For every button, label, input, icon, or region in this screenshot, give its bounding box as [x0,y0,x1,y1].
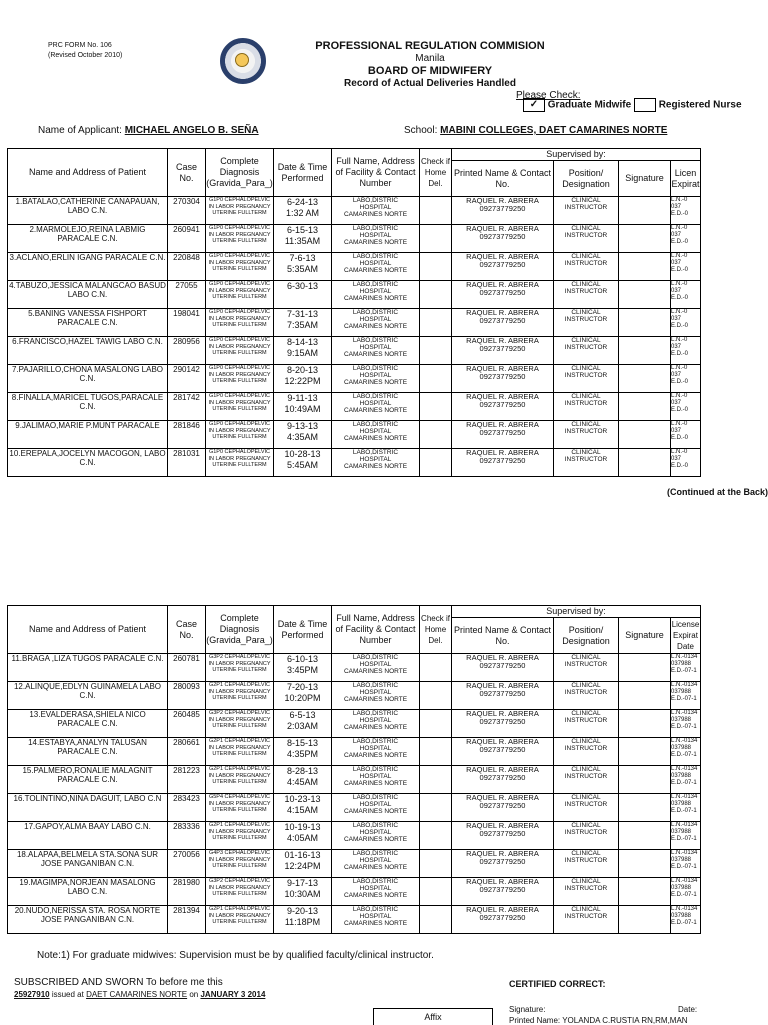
commission-title: PROFESSIONAL REGULATION COMMISION [315,40,545,52]
patient-name-address: 9.JALIMAO,MARIE P.MUNT PARACALE [8,421,168,449]
table-row [8,794,701,822]
case-number: 281980 [168,878,206,906]
patient-name-address: 10.EREPALA,JOCELYN MACOGON, LABO C.N. [8,449,168,477]
supervisor-name: RAQUEL R. ABRERA 09273779250 [452,449,554,477]
patient-name-address: 6.FRANCISCO,HAZEL TAWIG LABO C.N. [8,337,168,365]
license-info: L.N.-0 037 E.D.-0 [671,393,701,421]
signature-cell [619,421,671,449]
signature-cell [619,738,671,766]
license-info: L.N.-0134 037988 E.D.-07-1 [671,654,701,682]
date-time: 10-28-13 5:45AM [274,449,332,477]
table-row [8,822,701,850]
table-row [8,421,701,449]
license-info: L.N.-0 037 E.D.-0 [671,449,701,477]
case-number: 281031 [168,449,206,477]
patient-name-address: 5.BANING VANESSA FISHPORT PARACALE C.N. [8,309,168,337]
date-time: 6-10-13 3:45PM [274,654,332,682]
table-row [8,365,701,393]
facility: LABO,DISTRIC HOSPITAL CAMARINES NORTE [332,822,420,850]
home-delivery-check [420,253,452,281]
col-facility-header: Full Name, Address of Facility & Contact Number [332,606,420,654]
supervisor-position: CLINICAL INSTRUCTOR [554,225,619,253]
date-time: 9-20-13 11:18PM [274,906,332,934]
case-number: 280956 [168,337,206,365]
diagnosis: G2P1 CEPHALOPELVIC IN LABOR PREGNANCY UTERINE FULLTERM [206,766,274,794]
license-info: L.N.-0 037 E.D.-0 [671,309,701,337]
on-label: on [187,990,201,999]
signature-cell [619,766,671,794]
home-delivery-check [420,822,452,850]
license-info: L.N.-0134 037988 E.D.-07-1 [671,822,701,850]
facility: LABO,DISTRIC HOSPITAL CAMARINES NORTE [332,197,420,225]
facility: LABO,DISTRIC HOSPITAL CAMARINES NORTE [332,738,420,766]
please-check-label: Please Check: [516,90,581,101]
date-time: 9-17-13 10:30AM [274,878,332,906]
license-info: L.N.-0134 037988 E.D.-07-1 [671,906,701,934]
license-info: L.N.-0134 037988 E.D.-07-1 [671,766,701,794]
applicant-type-checks [523,98,742,112]
license-info: L.N.-0134 037988 E.D.-07-1 [671,794,701,822]
case-number: 198041 [168,309,206,337]
license-info: L.N.-0134 037988 E.D.-07-1 [671,738,701,766]
table-row [8,654,701,682]
col-printed-header: Printed Name & Contact No. [452,161,554,197]
supervisor-name: RAQUEL R. ABRERA 09273779250 [452,365,554,393]
form-no-text: PRC FORM No. 106 [48,42,112,49]
col-date-header: Date & Time Performed [274,606,332,654]
supervisor-name: RAQUEL R. ABRERA 09273779250 [452,281,554,309]
signature-cell [619,309,671,337]
table-row [8,197,701,225]
signature-cell [619,281,671,309]
supervisor-name: RAQUEL R. ABRERA 09273779250 [452,710,554,738]
license-info: L.N.-0134 037988 E.D.-07-1 [671,878,701,906]
facility: LABO,DISTRIC HOSPITAL CAMARINES NORTE [332,225,420,253]
form-revised-text: (Revised October 2010) [48,52,123,59]
home-delivery-check [420,682,452,710]
patient-name-address: 15.PALMERO,RONALIE MALAGNIT PARACALE C.N. [8,766,168,794]
case-number: 270304 [168,197,206,225]
supervisor-position: CLINICAL INSTRUCTOR [554,365,619,393]
patient-name-address: 17.GAPOY,ALMA BAAY LABO C.N. [8,822,168,850]
diagnosis: G5P4 CEPHALOPELVIC IN LABOR PREGNANCY UTERINE FULLTERM [206,794,274,822]
applicant-line [38,125,259,136]
home-delivery-check [420,197,452,225]
case-number: 220848 [168,253,206,281]
col-name-header: Name and Address of Patient [8,149,168,197]
facility: LABO,DISTRIC HOSPITAL CAMARINES NORTE [332,337,420,365]
home-delivery-check [420,393,452,421]
registered-nurse-label: Registered Nurse [658,99,742,111]
home-delivery-check [420,906,452,934]
signature-cell [619,225,671,253]
city: Manila [415,53,445,64]
license-info: L.N.-0 037 E.D.-0 [671,421,701,449]
facility: LABO,DISTRIC HOSPITAL CAMARINES NORTE [332,682,420,710]
date-time: 8-20-13 12:22PM [274,365,332,393]
col-position-header: Position/ Designation [554,161,619,197]
facility: LABO,DISTRIC HOSPITAL CAMARINES NORTE [332,449,420,477]
diagnosis: G1P0 CEPHALOPELVIC IN LABOR PREGNANCY UTERINE FULLTERM [206,337,274,365]
date-time: 6-15-13 11:35AM [274,225,332,253]
supervisor-name: RAQUEL R. ABRERA 09273779250 [452,766,554,794]
diagnosis: G1P0 CEPHALOPELVIC IN LABOR PREGNANCY UTERINE FULLTERM [206,309,274,337]
facility: LABO,DISTRIC HOSPITAL CAMARINES NORTE [332,253,420,281]
supervisor-position: CLINICAL INSTRUCTOR [554,710,619,738]
signature-cell [619,365,671,393]
date-time: 10-23-13 4:15AM [274,794,332,822]
facility: LABO,DISTRIC HOSPITAL CAMARINES NORTE [332,850,420,878]
license-info: L.N.-0 037 E.D.-0 [671,365,701,393]
supervisor-name: RAQUEL R. ABRERA 09273779250 [452,850,554,878]
table-row [8,766,701,794]
supervised-by-header: Supervised by: [452,606,701,618]
diagnosis: G3P2 CEPHALOPELVIC IN LABOR PREGNANCY UTERINE FULLTERM [206,710,274,738]
home-delivery-check [420,766,452,794]
printed-name: Printed Name: YOLANDA C.RUSTIA RN,RM,MAN [509,1016,688,1025]
issued-at-label: issued at [49,990,87,999]
supervisor-position: CLINICAL INSTRUCTOR [554,738,619,766]
date-time: 8-28-13 4:45AM [274,766,332,794]
supervisor-position: CLINICAL INSTRUCTOR [554,794,619,822]
deliveries-table-2 [7,605,701,934]
facility: LABO,DISTRIC HOSPITAL CAMARINES NORTE [332,421,420,449]
home-delivery-check [420,281,452,309]
license-info: L.N.-0 037 E.D.-0 [671,225,701,253]
sworn-statement: SUBSCRIBED AND SWORN To before me this [14,977,223,988]
license-info: L.N.-0 037 E.D.-0 [671,197,701,225]
certified-correct-label: CERTIFIED CORRECT: [509,979,606,989]
home-delivery-check [420,878,452,906]
home-delivery-check [420,850,452,878]
supervised-by-header: Supervised by: [452,149,701,161]
signature-cell [619,906,671,934]
col-diagnosis-header: Complete Diagnosis (Gravida_Para_) [206,149,274,197]
table-row [8,449,701,477]
license-info: L.N.-0 037 E.D.-0 [671,281,701,309]
table-row [8,878,701,906]
table-row [8,253,701,281]
case-number: 283336 [168,822,206,850]
table-row [8,682,701,710]
date-time: 7-20-13 10:20PM [274,682,332,710]
signature-cell [619,197,671,225]
case-number: 260781 [168,654,206,682]
table-row [8,281,701,309]
supervisor-position: CLINICAL INSTRUCTOR [554,393,619,421]
school-line [404,125,667,136]
license-info: L.N.-0134 037988 E.D.-07-1 [671,682,701,710]
supervisor-name: RAQUEL R. ABRERA 09273779250 [452,654,554,682]
graduate-midwife-label: Graduate Midwife [547,99,632,111]
patient-name-address: 19.MAGIMPA,NORJEAN MASALONG LABO C.N. [8,878,168,906]
case-number: 27055 [168,281,206,309]
supervisor-position: CLINICAL INSTRUCTOR [554,337,619,365]
col-home-header: Check if Home Del. [420,149,452,197]
continued-note: (Continued at the Back) [666,487,768,497]
patient-name-address: 18.ALAPAA,BELMELA STA.SONA SUR JOSE PANGANIBAN C.N. [8,850,168,878]
home-delivery-check [420,738,452,766]
supervisor-name: RAQUEL R. ABRERA 09273779250 [452,253,554,281]
supervisor-name: RAQUEL R. ABRERA 09273779250 [452,738,554,766]
supervisor-name: RAQUEL R. ABRERA 09273779250 [452,197,554,225]
supervisor-position: CLINICAL INSTRUCTOR [554,654,619,682]
issued-place: DAET CAMARINES NORTE [86,990,188,999]
col-printed-header: Printed Name & Contact No. [452,618,554,654]
diagnosis: G4P3 CEPHALOPELVIC IN LABOR PREGNANCY UTERINE FULLTERM [206,850,274,878]
supervisor-name: RAQUEL R. ABRERA 09273779250 [452,337,554,365]
facility: LABO,DISTRIC HOSPITAL CAMARINES NORTE [332,710,420,738]
patient-name-address: 3.ACLANO,ERLIN IGANG PARACALE C.N. [8,253,168,281]
supervisor-name: RAQUEL R. ABRERA 09273779250 [452,822,554,850]
applicant-name: MICHAEL ANGELO B. SEÑA [124,125,259,136]
board-title: BOARD OF MIDWIFERY [367,65,493,77]
supervisor-position: CLINICAL INSTRUCTOR [554,449,619,477]
diagnosis: G2P1 CEPHALOPELVIC IN LABOR PREGNANCY UTERINE FULLTERM [206,682,274,710]
graduate-midwife-checkbox[interactable]: ✓ [523,98,545,112]
patient-name-address: 4.TABUZO,JESSICA MALANGCAO BASUD LABO C.N. [8,281,168,309]
supervision-note: Note:1) For graduate midwives: Supervision must be by qualified faculty/clinical instructor. [37,950,434,961]
col-name-header: Name and Address of Patient [8,606,168,654]
supervisor-name: RAQUEL R. ABRERA 09273779250 [452,682,554,710]
diagnosis: G1P0 CEPHALOPELVIC IN LABOR PREGNANCY UTERINE FULLTERM [206,197,274,225]
school-label: School: [404,125,438,136]
signature-cell [619,710,671,738]
supervisor-position: CLINICAL INSTRUCTOR [554,850,619,878]
home-delivery-check [420,365,452,393]
form-title: Record of Actual Deliveries Handled [344,78,516,89]
supervisor-name: RAQUEL R. ABRERA 09273779250 [452,878,554,906]
table-row [8,738,701,766]
diagnosis: G1P0 CEPHALOPELVIC IN LABOR PREGNANCY UTERINE FULLTERM [206,281,274,309]
signature-cell [619,682,671,710]
diagnosis: G1P0 CEPHALOPELVIC IN LABOR PREGNANCY UTERINE FULLTERM [206,253,274,281]
diagnosis: G2P1 CEPHALOPELVIC IN LABOR PREGNANCY UTERINE FULLTERM [206,738,274,766]
home-delivery-check [420,225,452,253]
home-delivery-check [420,794,452,822]
col-date-header: Date & Time Performed [274,149,332,197]
home-delivery-check [420,309,452,337]
case-number: 283423 [168,794,206,822]
home-delivery-check [420,337,452,365]
col-diagnosis-header: Complete Diagnosis (Gravida_Para_) [206,606,274,654]
case-number: 280661 [168,738,206,766]
supervisor-position: CLINICAL INSTRUCTOR [554,906,619,934]
col-facility-header: Full Name, Address of Facility & Contact Number [332,149,420,197]
registered-nurse-checkbox[interactable] [634,98,656,112]
date-time: 9-13-13 4:35AM [274,421,332,449]
signature-cell [619,878,671,906]
signature-cell [619,654,671,682]
col-position-header: Position/ Designation [554,618,619,654]
patient-name-address: 14.ESTABYA,ANALYN TALUSAN PARACALE C.N. [8,738,168,766]
table-row [8,309,701,337]
supervisor-position: CLINICAL INSTRUCTOR [554,822,619,850]
patient-name-address: 20.NUDO,NERISSA STA. ROSA NORTE JOSE PANGANIBAN C.N. [8,906,168,934]
supervisor-position: CLINICAL INSTRUCTOR [554,281,619,309]
date-time: 9-11-13 10:49AM [274,393,332,421]
supervisor-name: RAQUEL R. ABRERA 09273779250 [452,225,554,253]
patient-name-address: 16.TOLINTINO,NINA DAGUIT, LABO C.N [8,794,168,822]
diagnosis: G2P1 CEPHALOPELVIC IN LABOR PREGNANCY UTERINE FULLTERM [206,822,274,850]
home-delivery-check [420,654,452,682]
col-case-header: Case No. [168,606,206,654]
sworn-details [14,990,265,999]
facility: LABO,DISTRIC HOSPITAL CAMARINES NORTE [332,906,420,934]
facility: LABO,DISTRIC HOSPITAL CAMARINES NORTE [332,393,420,421]
license-info: L.N.-0 037 E.D.-0 [671,337,701,365]
supervisor-position: CLINICAL INSTRUCTOR [554,253,619,281]
diagnosis: G1P0 CEPHALOPELVIC IN LABOR PREGNANCY UTERINE FULLTERM [206,449,274,477]
date-time: 8-14-13 9:15AM [274,337,332,365]
table-row [8,393,701,421]
supervisor-position: CLINICAL INSTRUCTOR [554,309,619,337]
date-time: 6-5-13 2:03AM [274,710,332,738]
facility: LABO,DISTRIC HOSPITAL CAMARINES NORTE [332,766,420,794]
license-info: L.N.-0 037 E.D.-0 [671,253,701,281]
case-number: 260485 [168,710,206,738]
case-number: 260941 [168,225,206,253]
case-number: 270056 [168,850,206,878]
date-time: 8-15-13 4:35PM [274,738,332,766]
table-row [8,906,701,934]
signature-cell [619,393,671,421]
supervisor-name: RAQUEL R. ABRERA 09273779250 [452,309,554,337]
facility: LABO,DISTRIC HOSPITAL CAMARINES NORTE [332,878,420,906]
case-number: 281742 [168,393,206,421]
col-home-header: Check if Home Del. [420,606,452,654]
date-time: 6-30-13 [274,281,332,309]
supervisor-position: CLINICAL INSTRUCTOR [554,197,619,225]
diagnosis: G2P1 CEPHALOPELVIC IN LABOR PREGNANCY UTERINE FULLTERM [206,906,274,934]
signature-cell [619,253,671,281]
signature-label: Signature: [509,1005,546,1014]
license-info: L.N.-0134 037988 E.D.-07-1 [671,710,701,738]
school-name: MABINI COLLEGES, DAET CAMARINES NORTE [440,125,668,136]
case-number: 281223 [168,766,206,794]
case-number: 281846 [168,421,206,449]
diagnosis: G3P2 CEPHALOPELVIC IN LABOR PREGNANCY UTERINE FULLTERM [206,878,274,906]
home-delivery-check [420,421,452,449]
col-license-header: License Expirat Date [671,618,701,654]
supervisor-name: RAQUEL R. ABRERA 09273779250 [452,794,554,822]
diagnosis: G1P0 CEPHALOPELVIC IN LABOR PREGNANCY UTERINE FULLTERM [206,365,274,393]
signature-cell [619,449,671,477]
supervisor-name: RAQUEL R. ABRERA 09273779250 [452,393,554,421]
form-number [48,41,122,61]
case-number: 281394 [168,906,206,934]
diagnosis: G1P0 CEPHALOPELVIC IN LABOR PREGNANCY UTERINE FULLTERM [206,421,274,449]
patient-name-address: 1.BATALAO,CATHERINE CANAPAUAN, LABO C.N. [8,197,168,225]
deliveries-table-1 [7,148,701,477]
facility: LABO,DISTRIC HOSPITAL CAMARINES NORTE [332,654,420,682]
patient-name-address: 8.FINALLA,MARICEL TUGOS,PARACALE C.N. [8,393,168,421]
supervisor-position: CLINICAL INSTRUCTOR [554,421,619,449]
date-label: Date: [678,1005,698,1014]
applicant-label: Name of Applicant: [38,125,122,136]
facility: LABO,DISTRIC HOSPITAL CAMARINES NORTE [332,794,420,822]
certificate-number: 25927910 [14,990,50,999]
patient-name-address: 2.MARMOLEJO,REINA LABMIG PARACALE C.N. [8,225,168,253]
supervisor-name: RAQUEL R. ABRERA 09273779250 [452,421,554,449]
date-time: 10-19-13 4:05AM [274,822,332,850]
signature-cell [619,337,671,365]
table-row [8,710,701,738]
col-case-header: Case No. [168,149,206,197]
diagnosis: G1P0 CEPHALOPELVIC IN LABOR PREGNANCY UTERINE FULLTERM [206,225,274,253]
date-time: 6-24-13 1:32 AM [274,197,332,225]
signature-cell [619,850,671,878]
case-number: 280093 [168,682,206,710]
supervisor-position: CLINICAL INSTRUCTOR [554,878,619,906]
col-signature-header: Signature [619,618,671,654]
table-row [8,850,701,878]
affix-box: Affix [373,1008,493,1025]
signature-cell [619,794,671,822]
supervisor-position: CLINICAL INSTRUCTOR [554,682,619,710]
patient-name-address: 11.BRAGA ,LIZA TUGOS PARACALE C.N. [8,654,168,682]
issued-date: JANUARY 3 2014 [200,990,266,999]
col-signature-header: Signature [619,161,671,197]
date-time: 7-31-13 7:35AM [274,309,332,337]
table-row [8,337,701,365]
prc-seal-icon [220,38,266,84]
patient-name-address: 12.ALINQUE,EDLYN GUINAMELA LABO C.N. [8,682,168,710]
home-delivery-check [420,710,452,738]
facility: LABO,DISTRIC HOSPITAL CAMARINES NORTE [332,309,420,337]
table-row [8,225,701,253]
diagnosis: G1P0 CEPHALOPELVIC IN LABOR PREGNANCY UTERINE FULLTERM [206,393,274,421]
patient-name-address: 7.PAJARILLO,CHONA MASALONG LABO C.N. [8,365,168,393]
col-license-header: Licen Expirat [671,161,701,197]
supervisor-name: RAQUEL R. ABRERA 09273779250 [452,906,554,934]
date-time: 01-16-13 12:24PM [274,850,332,878]
date-time: 7-6-13 5:35AM [274,253,332,281]
patient-name-address: 13.EVALDERASA,SHIELA NICO PARACALE C.N. [8,710,168,738]
home-delivery-check [420,449,452,477]
case-number: 290142 [168,365,206,393]
facility: LABO,DISTRIC HOSPITAL CAMARINES NORTE [332,281,420,309]
diagnosis: G3P2 CEPHALOPELVIC IN LABOR PREGNANCY UTERINE FULLTERM [206,654,274,682]
facility: LABO,DISTRIC HOSPITAL CAMARINES NORTE [332,365,420,393]
supervisor-position: CLINICAL INSTRUCTOR [554,766,619,794]
license-info: L.N.-0134 037988 E.D.-07-1 [671,850,701,878]
signature-cell [619,822,671,850]
